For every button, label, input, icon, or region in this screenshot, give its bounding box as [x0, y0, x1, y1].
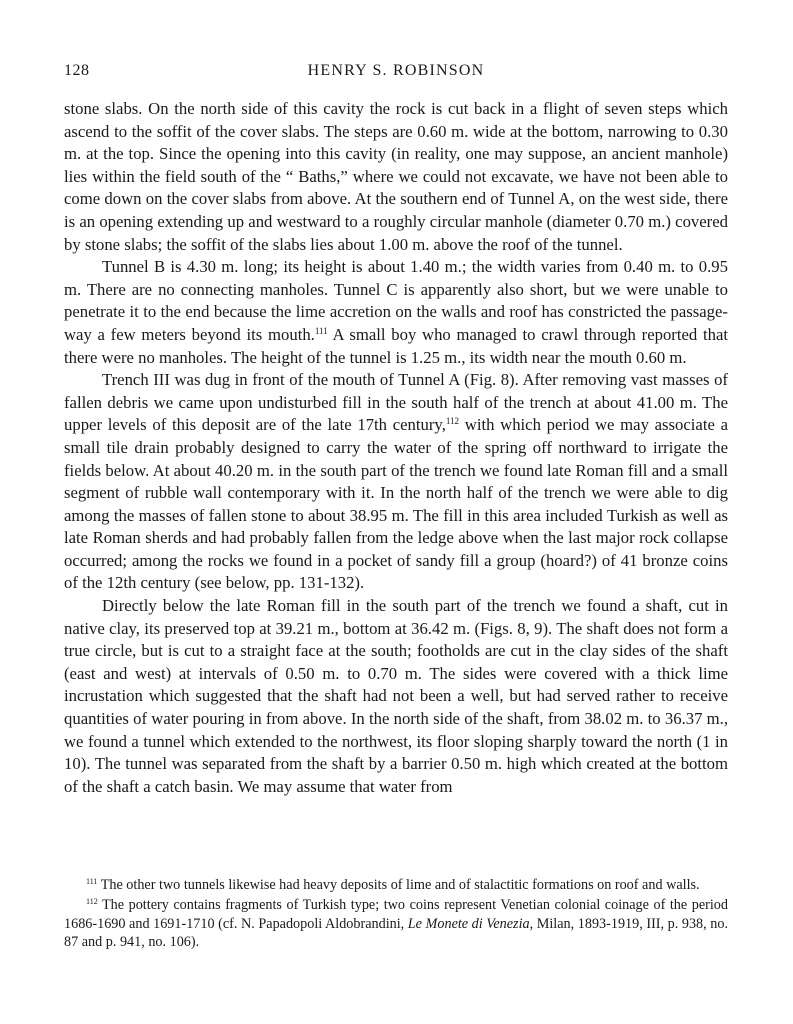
running-head: HENRY S. ROBINSON — [307, 62, 485, 79]
page-header — [64, 62, 728, 82]
footnote-112-text-b: , Milan, 1893-1919, III, p. 938, no. 87 and p. 941, no. 106). — [64, 915, 728, 950]
paragraph-3-text-a: Trench III was dug in front of the mouth of Tunnel A (Fig. 8). After removing vast masses of fallen debris we came upon undisturbed fill in the south half of the trench at about 41.00 m. The upper levels of this deposit are of the late 17th century, — [64, 370, 728, 435]
paragraph-2 — [64, 256, 728, 369]
paragraph-3 — [64, 369, 728, 595]
footnote-111-number: 111 — [86, 877, 98, 886]
paragraph-4-text: Directly below the late Roman fill in the south part of the trench we found a shaft, cut in native clay, its preserved top at 39.21 m., bottom at 36.42 m. (Figs. 8, 9). The shaft does not form a true circle, but is cut to a straight face at the south; footholds are cut in the clay sides of the shaft (east and west) at intervals of 0.50 m. to 0.70 m. The sides were covered with a thick lime incrustation which suggested that the shaft had not been a well, but had served rather to receive quantities of water pouring in from above. In the north side of the shaft, from 38.02 m. to 36.37 m., we found a tunnel which extended to the northwest, its floor sloping sharply toward the north (1 in 10). The tunnel was separated from the shaft by a barrier 0.50 m. high which created at the bottom of the shaft a catch basin. We may assume that water from — [64, 596, 728, 796]
footnote-ref-111: 111 — [314, 325, 328, 336]
body-text — [64, 98, 728, 798]
footnote-ref-112: 112 — [445, 416, 460, 427]
paragraph-4 — [64, 595, 728, 798]
paragraph-2-text-a: Tunnel B is 4.30 m. long; its height is about 1.40 m.; the width varies from 0.40 m. to 0.95 m. There are no connecting manholes. Tunnel C is apparently also short, but we were unable to penetrate it to the end because the lime accretion on the walls and roof has constricted the passage-way a few meters beyond its mouth. — [64, 257, 728, 344]
footnote-112-text-a: The pottery contains fragments of Turkish type; two coins represent Venetian colonial coinage of the period 1686-1690 and 1691-1710 (cf. N. Papadopoli Aldobrandini, — [64, 897, 728, 932]
footnote-112-number: 112 — [86, 897, 98, 907]
paragraph-1-text: stone slabs. On the north side of this cavity the rock is cut back in a flight of seven steps which ascend to the soffit of the cover slabs. The steps are 0.60 m. wide at the bottom, narrowing to 0.30 m. at the top. Since the opening into this cavity (in reality, one may suppose, an ancient manhole) lies within the field south of the “ Baths,” where we could not excavate, we have not been able to come down on the cover slabs from above. At the southern end of Tunnel A, on the west side, there is an opening extending up and westward to a roughly circular manhole (diameter 0.70 m.) covered by stone slabs; the soffit of the slabs lies about 1.00 m. above the roof of the tunnel. — [64, 99, 728, 254]
page-number: 128 — [64, 62, 90, 79]
paragraph-1 — [64, 98, 728, 256]
footnote-112 — [64, 896, 728, 951]
paragraph-2-text-b: A small boy who managed to crawl through reported that there were no manholes. The height of the tunnel is 1.25 m., its width near the mouth 0.60 m. — [64, 324, 728, 367]
footnotes — [64, 876, 728, 953]
paragraph-3-text-b: with which period we may associate a small tile drain probably designed to carry the water of the spring off northward to irrigate the fields below. At about 40.20 m. in the south part of the trench we found late Roman fill and a small segment of rubble wall contemporary with it. In the north half of the trench we were able to dig among the masses of fallen stone to about 38.95 m. The fill in this area included Turkish as well as late Roman sherds and had probably fallen from the ledge above when the last major rock collapse occurred; among the rocks we found in a pocket of sandy fill a group (hoard?) of 41 bronze coins of the 12th century (see below, pp. 131-132). — [64, 415, 728, 593]
footnote-111-text: The other two tunnels likewise had heavy deposits of lime and of stalactitic formations on roof and walls. — [97, 877, 700, 893]
footnote-111 — [64, 876, 728, 894]
footnote-112-book-title: Le Monete di Venezia — [407, 915, 530, 932]
